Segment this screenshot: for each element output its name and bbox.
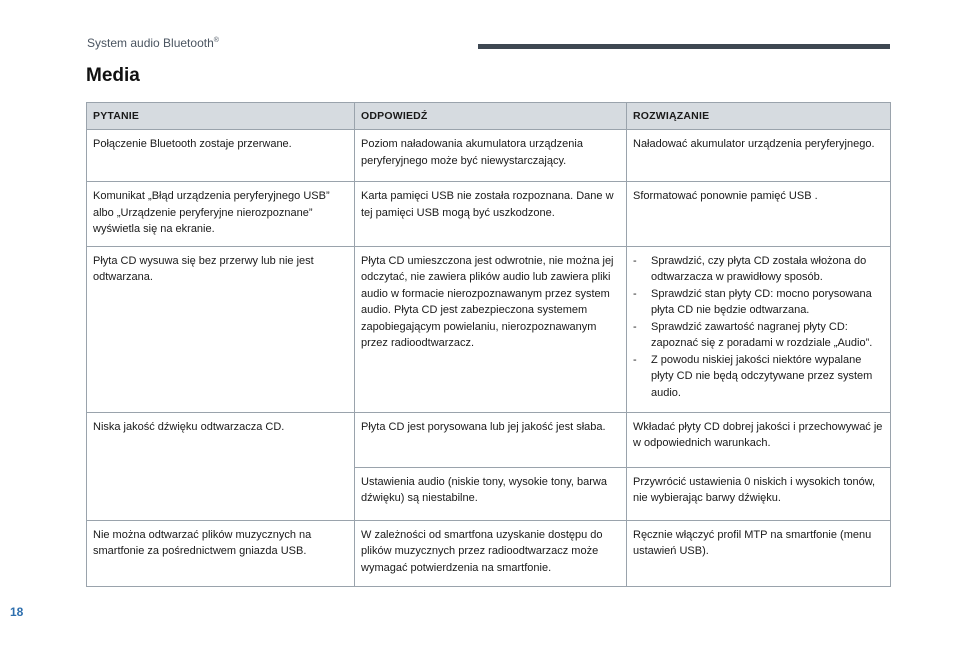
solution-cell: Przywrócić ustawienia 0 niskich i wysokich tonów, nie wybierając barwy dźwięku. <box>627 467 891 520</box>
solution-cell: Wkładać płyty CD dobrej jakości i przechowywać je w odpowiednich warunkach. <box>627 412 891 467</box>
registered-mark: ® <box>213 37 219 44</box>
section-title: Media <box>86 65 140 86</box>
answer-cell: Karta pamięci USB nie została rozpoznana. Dane w tej pamięci USB mogą być uszkodzone. <box>355 182 627 247</box>
running-header-text: System audio Bluetooth <box>87 36 214 50</box>
solution-cell: Naładować akumulator urządzenia peryferyjnego. <box>627 130 891 182</box>
table-row <box>87 182 891 247</box>
question-cell: Niska jakość dźwięku odtwarzacza CD. <box>87 412 355 520</box>
page-number: 18 <box>10 605 24 619</box>
solution-steps-list <box>633 253 884 402</box>
list-item: - Sprawdzić, czy płyta CD została włożona do odtwarzacza w prawidłowy sposób. <box>633 253 884 286</box>
column-header-question: PYTANIE <box>87 103 355 130</box>
column-header-solution: ROZWIĄZANIE <box>627 103 891 130</box>
running-header <box>87 36 219 50</box>
solution-cell: Sformatować ponownie pamięć USB . <box>627 182 891 247</box>
answer-cell: Płyta CD umieszczona jest odwrotnie, nie można jej odczytać, nie zawiera plików audio lub zawiera pliki audio w formacie nierozpoznawanym przez system audio. Płyta CD jest zabezpieczona systemem zapobiegającym powielaniu, nierozpoznawanym przez radioodtwarzacz. <box>355 246 627 412</box>
solution-cell <box>627 246 891 412</box>
table-row <box>87 130 891 182</box>
table-row <box>87 520 891 586</box>
answer-cell: W zależności od smartfona uzyskanie dostępu do plików muzycznych przez radioodtwarzacz może wymagać potwierdzenia na smartfonie. <box>355 520 627 586</box>
list-item: - Z powodu niskiej jakości niektóre wypalane płyty CD nie będą odczytywane przez system audio. <box>633 352 884 402</box>
table-row <box>87 246 891 412</box>
header-rule <box>478 44 890 49</box>
answer-cell: Poziom naładowania akumulatora urządzenia peryferyjnego może być niewystarczający. <box>355 130 627 182</box>
troubleshooting-table <box>86 102 891 587</box>
question-cell: Płyta CD wysuwa się bez przerwy lub nie jest odtwarzana. <box>87 246 355 412</box>
table-header-row <box>87 103 891 130</box>
question-cell: Nie można odtwarzać plików muzycznych na smartfonie za pośrednictwem gniazda USB. <box>87 520 355 586</box>
solution-cell: Ręcznie włączyć profil MTP na smartfonie (menu ustawień USB). <box>627 520 891 586</box>
question-cell: Połączenie Bluetooth zostaje przerwane. <box>87 130 355 182</box>
column-header-answer: ODPOWIEDŹ <box>355 103 627 130</box>
answer-cell: Płyta CD jest porysowana lub jej jakość jest słaba. <box>355 412 627 467</box>
list-item: - Sprawdzić stan płyty CD: mocno porysowana płyta CD nie będzie odtwarzana. <box>633 286 884 319</box>
question-cell: Komunikat „Błąd urządzenia peryferyjnego USB” albo „Urządzenie peryferyjne nierozpoznane” wyświetla się na ekranie. <box>87 182 355 247</box>
list-item: - Sprawdzić zawartość nagranej płyty CD: zapoznać się z poradami w rozdziale „Audio”. <box>633 319 884 352</box>
table-row <box>87 412 891 467</box>
answer-cell: Ustawienia audio (niskie tony, wysokie tony, barwa dźwięku) są niestabilne. <box>355 467 627 520</box>
